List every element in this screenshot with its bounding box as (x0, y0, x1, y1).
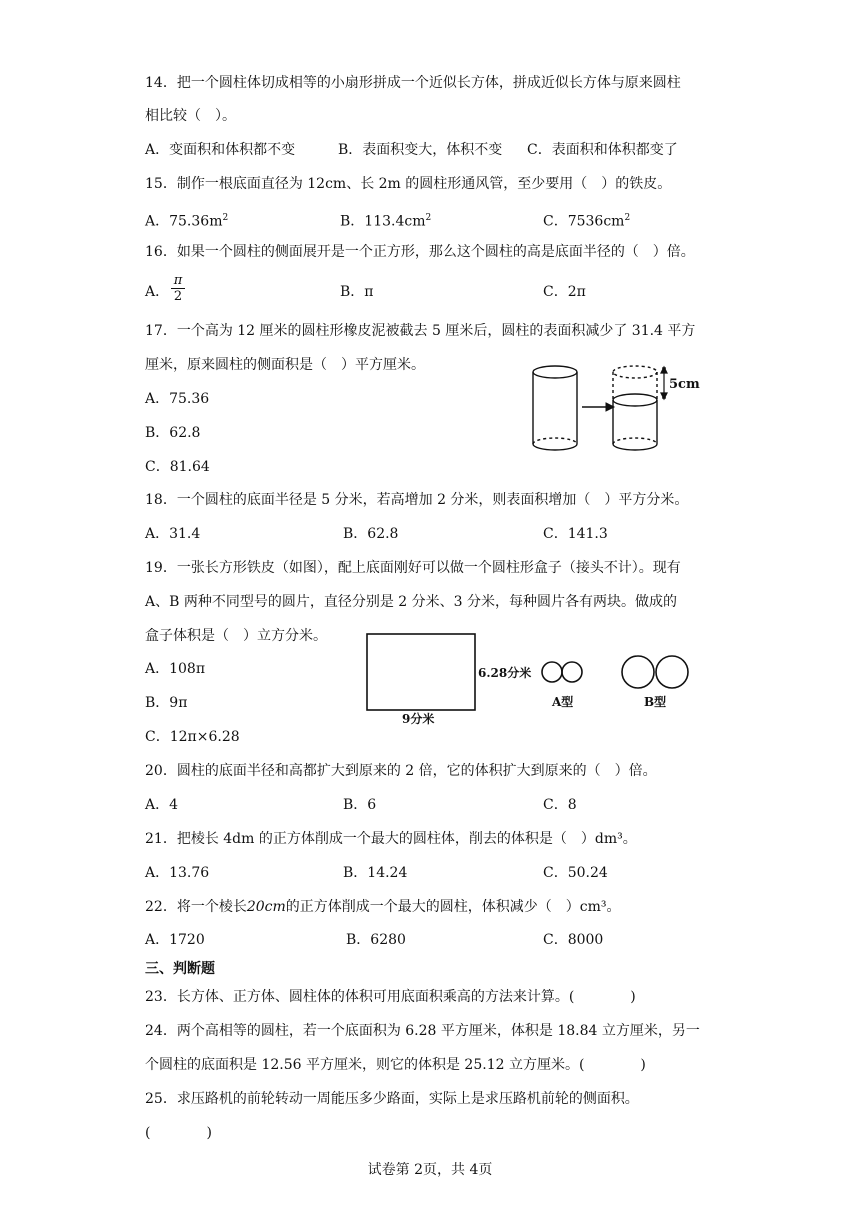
q17-option-a: A．75.36 (145, 391, 210, 407)
q18-option-b: B．62.8 (343, 526, 399, 542)
q19-sheet-figure (362, 630, 702, 730)
q19-fig-b-label: B型 (644, 695, 667, 709)
q21-option-b: B．14.24 (343, 865, 408, 881)
fraction-denominator: 2 (173, 289, 183, 304)
q16-option-a-fraction (171, 274, 185, 304)
q23-line1: 23．长方体、正方体、圆柱体的体积可用底面积乘高的方法来计算。( ) (145, 989, 636, 1005)
q25-line1: 25．求压路机的前轮转动一周能压多少路面，实际上是求压路机前轮的侧面积。 (145, 1091, 639, 1107)
q22-line1: 22．将一个棱长20cm的正方体削成一个最大的圆柱，体积减少（ ）cm³。 (145, 899, 621, 915)
q20-option-a: A．4 (145, 797, 179, 813)
section-judgement-title: 三、判断题 (145, 961, 215, 977)
q24-line1: 24．两个高相等的圆柱，若一个底面积为 6.28 平方厘米，体积是 18.84 立方厘米，另一 (145, 1023, 700, 1039)
q14-option-c: C．表面积和体积都变了 (527, 142, 678, 158)
cylinder-cut-icon (613, 366, 657, 450)
q21-option-a: A．13.76 (145, 865, 210, 881)
circle-type-a-icon (542, 662, 582, 682)
q17-line1: 17．一个高为 12 厘米的圆柱形橡皮泥被截去 5 厘米后，圆柱的表面积减少了 31.4 平方 (145, 323, 696, 339)
arrow-right-icon (582, 403, 614, 411)
q17-cylinder-figure (530, 362, 710, 456)
q19-option-c: C．12π×6.28 (145, 729, 240, 745)
rectangle-sheet-icon (367, 634, 475, 710)
q14-option-a: A．变面积和体积都不变 (145, 142, 296, 158)
q19-option-b: B．9π (145, 695, 188, 711)
q19-line2: A、B 两种不同型号的圆片，直径分别是 2 分米、3 分米，每种圆片各有两块。做成的 (145, 594, 678, 610)
q19-fig-side-label: 6.28分米 (478, 666, 532, 680)
q22-option-b: B．6280 (346, 932, 406, 948)
q15-option-c: C．$7536cm^2$ (543, 213, 631, 230)
q15-option-b: B．$113.4cm^2$ (340, 213, 432, 230)
q19-fig-bottom-label: 9分米 (402, 712, 435, 726)
q16-option-a-label: A． (145, 284, 170, 300)
q21-line1: 21．把棱长 4dm 的正方体削成一个最大的圆柱体，削去的体积是（ ）dm³。 (145, 831, 637, 847)
q18-option-c: C．141.3 (543, 526, 608, 542)
q22-option-c: C．8000 (543, 932, 604, 948)
q18-option-a: A．31.4 (145, 526, 201, 542)
fraction-numerator: π (171, 274, 185, 289)
q20-option-b: B．6 (343, 797, 377, 813)
q14-line1: 14．把一个圆柱体切成相等的小扇形拼成一个近似长方体，拼成近似长方体与原来圆柱 (145, 75, 681, 91)
q17-line2: 厘米，原来圆柱的侧面积是（ ）平方厘米。 (145, 357, 425, 373)
q25-line2: ( ) (145, 1125, 212, 1141)
q15-option-a: A．$75.36m^2$ (145, 213, 229, 230)
q16-line1: 16．如果一个圆柱的侧面展开是一个正方形，那么这个圆柱的高是底面半径的（ ）倍。 (145, 244, 695, 260)
q17-option-b: B．62.8 (145, 425, 201, 441)
q14-option-b: B．表面积变大，体积不变 (338, 142, 503, 158)
q16-option-b: B．π (340, 284, 374, 300)
page-footer: 试卷第 2页，共 4页 (367, 1162, 493, 1178)
q16-option-c: C．2π (543, 284, 586, 300)
q21-option-c: C．50.24 (543, 865, 608, 881)
q20-option-c: C．8 (543, 797, 577, 813)
q18-line1: 18．一个圆柱的底面半径是 5 分米，若高增加 2 分米，则表面积增加（ ）平方分米。 (145, 492, 689, 508)
dimension-marker-icon (661, 367, 667, 399)
q24-line2: 个圆柱的底面积是 12.56 平方厘米，则它的体积是 25.12 立方厘米。( ) (145, 1057, 646, 1073)
cylinder-original-icon (533, 366, 577, 450)
q15-line1: 15．制作一根底面直径为 12cm、长 2m 的圆柱形通风管，至少要用（ ）的铁皮。 (145, 176, 672, 192)
q19-fig-a-label: A型 (552, 695, 574, 709)
q22-option-a: A．1720 (145, 932, 205, 948)
q17-fig-label: 5cm (669, 377, 700, 392)
circle-type-b-icon (622, 656, 688, 688)
q14-line2: 相比较（ ）。 (145, 108, 236, 124)
q17-option-c: C．81.64 (145, 459, 210, 475)
q19-option-a: A．108π (145, 661, 206, 677)
q19-line3: 盒子体积是（ ）立方分米。 (145, 628, 327, 644)
q20-line1: 20．圆柱的底面半径和高都扩大到原来的 2 倍，它的体积扩大到原来的（ ）倍。 (145, 763, 657, 779)
q19-line1: 19．一张长方形铁皮（如图），配上底面刚好可以做一个圆柱形盒子（接头不计）。现有 (145, 560, 681, 576)
